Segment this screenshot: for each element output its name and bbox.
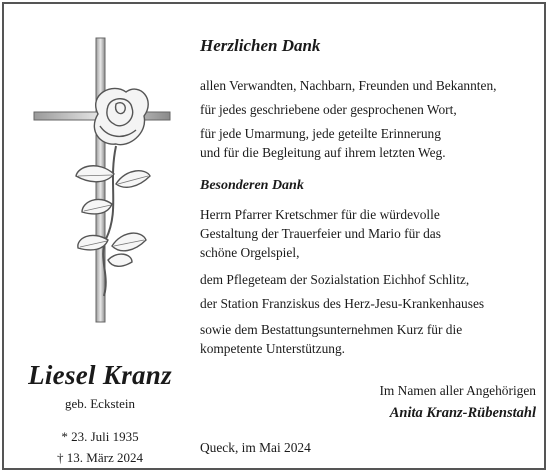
- special-line: schöne Orgelspiel,: [200, 245, 300, 260]
- death-date: † 13. März 2024: [57, 450, 143, 465]
- special-line: Gestaltung der Trauerfeier und Mario für das: [200, 226, 441, 241]
- special-line: dem Pflegeteam der Sozialstation Eichhof Schlitz,: [200, 272, 470, 287]
- thanks-line: für jedes geschriebene oder gesprochenen Wort,: [200, 102, 457, 117]
- special-thanks-title: Besonderen Dank: [200, 178, 304, 193]
- place-date: Queck, im Mai 2024: [200, 440, 311, 455]
- cross-with-rose-icon: [28, 34, 178, 324]
- birth-date: * 23. Juli 1935: [61, 429, 139, 444]
- thanks-line: für jede Umarmung, jede geteilte Erinnerung: [200, 126, 441, 141]
- signature: Anita Kranz-Rübenstahl: [389, 405, 536, 421]
- thanks-line: und für die Begleitung auf ihrem letzten Weg.: [200, 145, 446, 160]
- thanks-title: Herzlichen Dank: [200, 36, 321, 55]
- thanks-line: allen Verwandten, Nachbarn, Freunden und Bekannten,: [200, 78, 497, 93]
- special-line: der Station Franziskus des Herz-Jesu-Krankenhauses: [200, 296, 485, 311]
- deceased-name: Liesel Kranz: [28, 360, 172, 390]
- thanks-text-panel: [200, 0, 540, 474]
- special-line: kompetente Unterstützung.: [200, 341, 346, 356]
- special-line: Herrn Pfarrer Kretschmer für die würdevolle: [200, 207, 440, 222]
- on-behalf-line: Im Namen aller Angehörigen: [379, 383, 536, 398]
- deceased-panel: [10, 20, 190, 465]
- special-line: sowie dem Bestattungsunternehmen Kurz für die: [200, 322, 463, 337]
- maiden-name: geb. Eckstein: [64, 396, 136, 411]
